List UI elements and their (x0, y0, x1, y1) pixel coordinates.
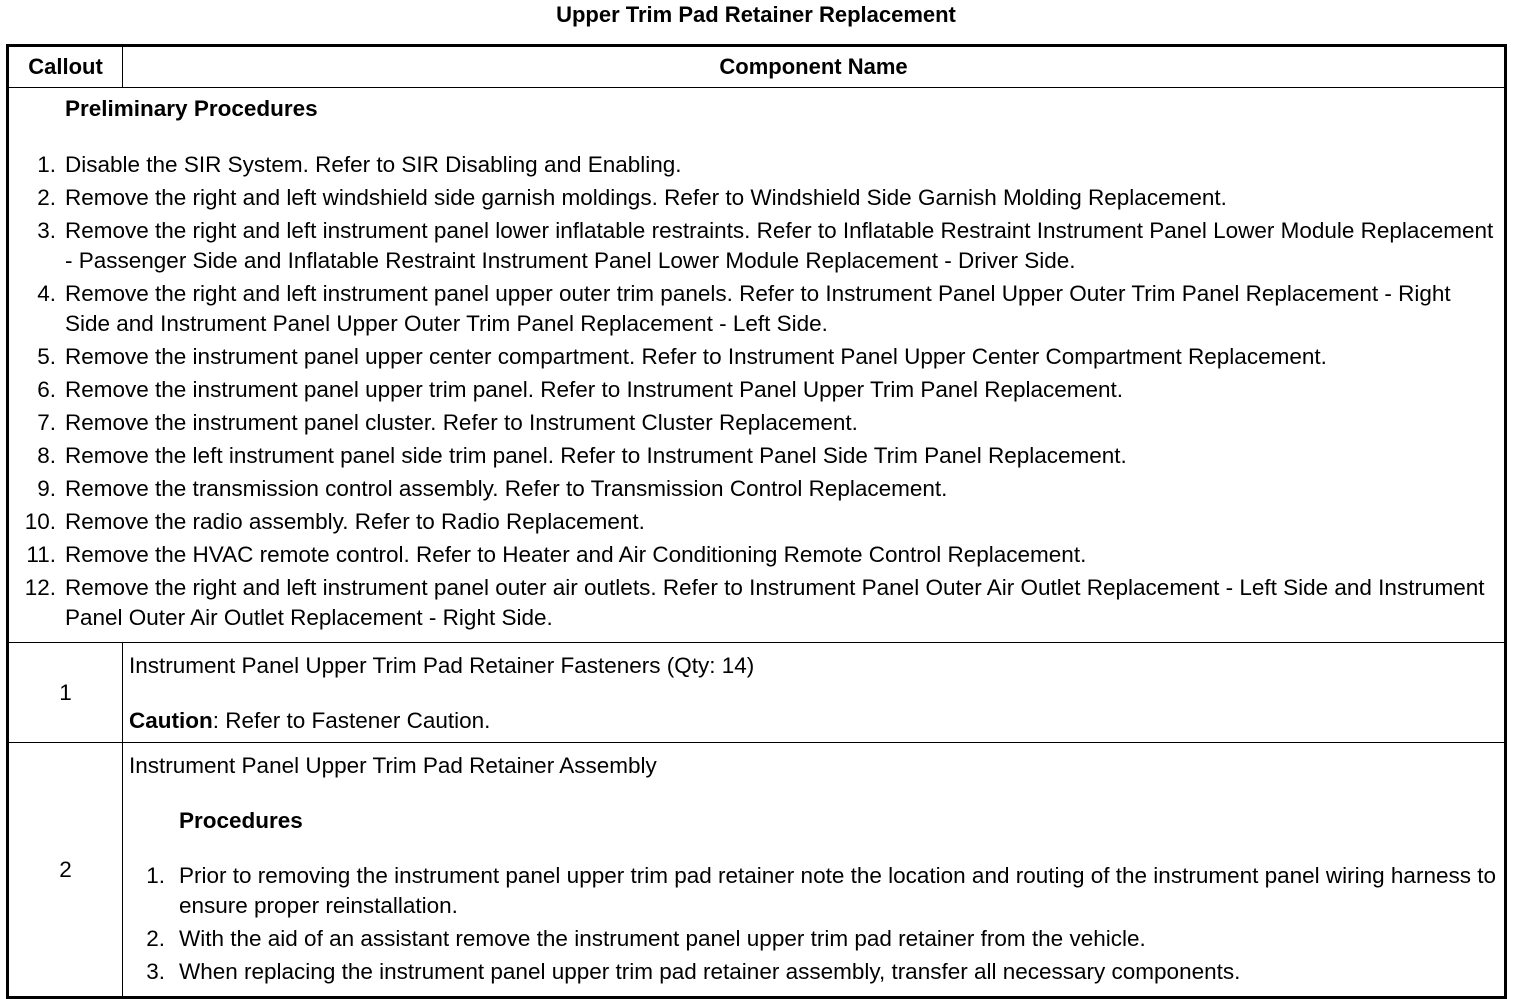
step-text: Remove the right and left windshield side garnish moldings. Refer to Windshield Side Garnish Molding Replacement. (65, 185, 1227, 210)
step-number: 6. (37, 377, 56, 402)
list-item (9, 342, 1494, 372)
step-text: With the aid of an assistant remove the instrument panel upper trim pad retainer from the vehicle. (179, 926, 1146, 951)
step-text: Remove the left instrument panel side trim panel. Refer to Instrument Panel Side Trim Panel Replacement. (65, 443, 1127, 468)
component-name: Instrument Panel Upper Trim Pad Retainer Fasteners (Qty: 14) (129, 653, 755, 678)
step-number: 10. (24, 509, 56, 534)
list-item (129, 861, 1496, 921)
page-title: Upper Trim Pad Retainer Replacement (556, 2, 956, 27)
step-number: 8. (37, 443, 56, 468)
callout-cell: 2 (8, 743, 123, 998)
list-item (129, 924, 1496, 954)
step-number: 12. (24, 575, 56, 600)
step-number: 3. (37, 218, 56, 243)
component-name-cell (123, 643, 1506, 743)
list-item (9, 150, 1494, 180)
list-item (9, 441, 1494, 471)
step-number: 7. (37, 410, 56, 435)
list-item (9, 279, 1494, 339)
step-number: 4. (37, 281, 56, 306)
caution-note (129, 706, 1496, 736)
step-text: Remove the transmission control assembly. Refer to Transmission Control Replacement. (65, 476, 948, 501)
step-text: Remove the instrument panel cluster. Refer to Instrument Cluster Replacement. (65, 410, 858, 435)
step-text: Remove the right and left instrument panel upper outer trim panels. Refer to Instrument Panel Upper Outer Trim Panel Replacement - Right Side and Instrument Panel Upper Outer Trim Panel Replacement - Left Side. (65, 281, 1451, 336)
caution-label: Caution (129, 708, 213, 733)
column-header-component-name: Component Name (123, 46, 1506, 88)
step-number: 2. (37, 185, 56, 210)
caution-text: : Refer to Fastener Caution. (212, 708, 491, 733)
step-text: Remove the right and left instrument panel outer air outlets. Refer to Instrument Panel Outer Air Outlet Replacement - Left Side and Instrument Panel Outer Air Outlet Replacement - Right Side. (65, 575, 1485, 630)
column-header-callout: Callout (8, 46, 123, 88)
step-text: Remove the right and left instrument panel lower inflatable restraints. Refer to Inflatable Restraint Instrument Panel Lower Module Replacement - Passenger Side and Inflatable Restraint Instrument Panel Lower Module Replacement - Driver Side. (65, 218, 1494, 273)
step-text: Disable the SIR System. Refer to SIR Disabling and Enabling. (65, 152, 682, 177)
preliminary-procedures-heading: Preliminary Procedures (65, 96, 318, 121)
step-number: 2. (146, 926, 165, 951)
table-header-row (8, 46, 1506, 88)
procedure-steps-list (129, 861, 1496, 987)
list-item (9, 375, 1494, 405)
step-number: 1. (146, 863, 165, 888)
list-item (9, 216, 1494, 276)
step-text: Remove the instrument panel upper trim panel. Refer to Instrument Panel Upper Trim Panel Replacement. (65, 377, 1124, 402)
callout-cell: 1 (8, 643, 123, 743)
component-name: Instrument Panel Upper Trim Pad Retainer Assembly (129, 753, 657, 778)
procedure-table (6, 44, 1507, 999)
preliminary-procedures-cell (8, 88, 1506, 643)
component-name-cell (123, 743, 1506, 998)
list-item (129, 957, 1496, 987)
step-text: When replacing the instrument panel upper trim pad retainer assembly, transfer all necessary components. (179, 959, 1241, 984)
step-number: 11. (26, 542, 56, 567)
table-row (8, 743, 1506, 998)
list-item (9, 183, 1494, 213)
step-text: Remove the HVAC remote control. Refer to Heater and Air Conditioning Remote Control Replacement. (65, 542, 1087, 567)
list-item (9, 507, 1494, 537)
step-number: 1. (37, 152, 56, 177)
list-item (9, 408, 1494, 438)
step-number: 9. (37, 476, 56, 501)
preliminary-procedures-row (8, 88, 1506, 643)
table-row (8, 643, 1506, 743)
list-item (9, 474, 1494, 504)
step-text: Prior to removing the instrument panel upper trim pad retainer note the location and routing of the instrument panel wiring harness to ensure proper reinstallation. (179, 863, 1496, 918)
procedures-heading: Procedures (179, 808, 303, 833)
list-item (9, 573, 1494, 633)
step-number: 5. (37, 344, 56, 369)
step-text: Remove the instrument panel upper center compartment. Refer to Instrument Panel Upper Center Compartment Replacement. (65, 344, 1327, 369)
step-number: 3. (146, 959, 165, 984)
step-text: Remove the radio assembly. Refer to Radio Replacement. (65, 509, 645, 534)
list-item (9, 540, 1494, 570)
preliminary-steps-list (9, 150, 1494, 633)
